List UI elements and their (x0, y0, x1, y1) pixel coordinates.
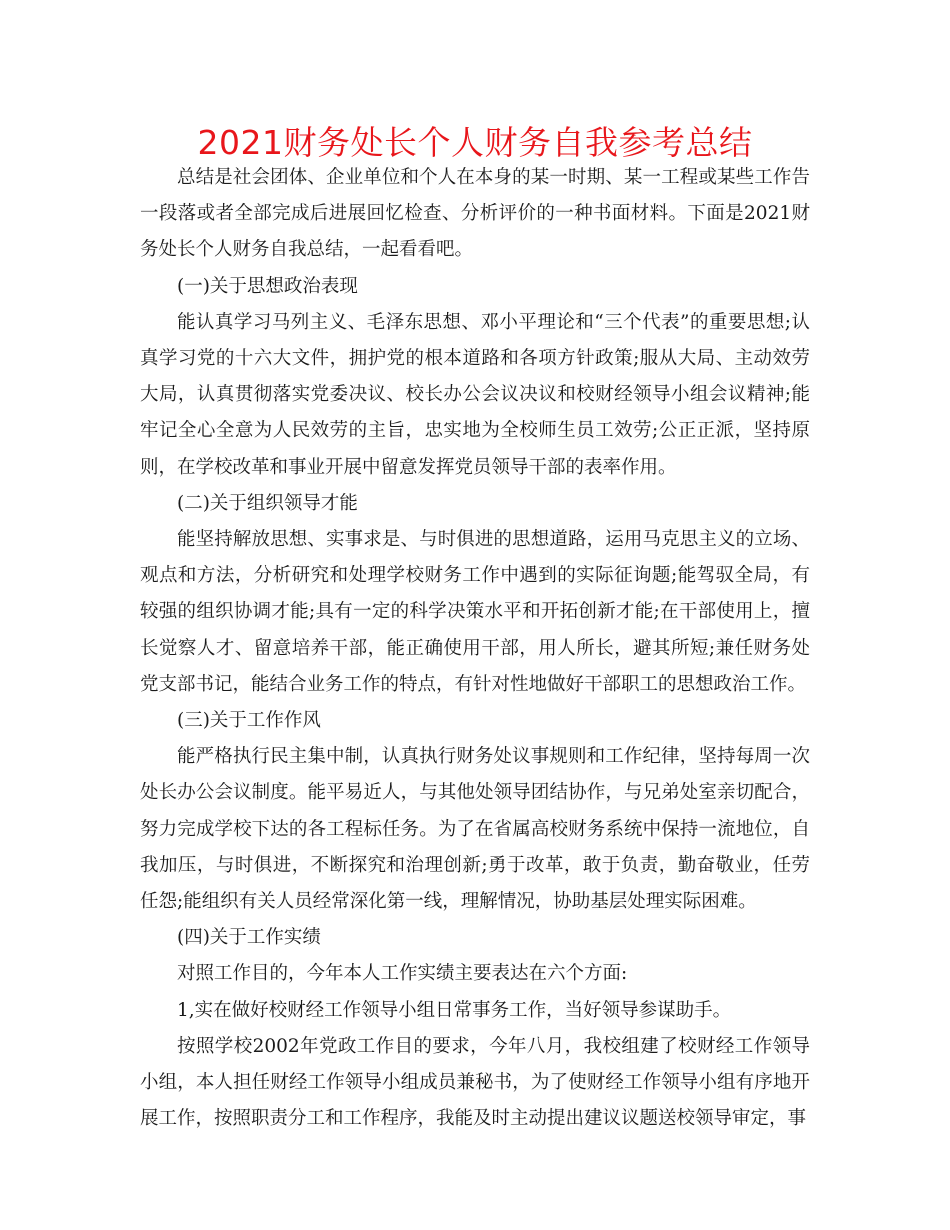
section-heading-achievements: (四)关于工作实绩 (177, 927, 321, 949)
section-heading-politics: (一)关于思想政治表现 (177, 275, 358, 297)
section-heading-work-style: (三)关于工作作风 (177, 710, 321, 732)
paragraph-item-1-detail: 按照学校2002年党政工作目的要求，今年八月，我校组建了校财经工作领导小组，本人担任财经工作领导小组成员兼秘书，为了使财经工作领导小组有序地开展工作，按照职责分工和工作程序，我能及时主动提出建议议题送校领导审定，事 (140, 1035, 810, 1130)
paragraph-politics: 能认真学习马列主义、毛泽东思想、邓小平理论和“三个代表”的重要思想;认真学习党的十六大文件，拥护党的根本道路和各项方针政策;服从大局、主动效劳大局，认真贯彻落实党委决议、校长办公会议决议和校财经领导小组会议精神;能牢记全心全意为人民效劳的主旨，忠实地为全校师生员工效劳;公正正派，坚持原则，在学校改革和事业开展中留意发挥党员领导干部的表率作用。 (140, 311, 810, 478)
paragraph-intro: 总结是社会团体、企业单位和个人在本身的某一时期、某一工程或某些工作告一段落或者全部完成后进展回忆检查、分析评价的一种书面材料。下面是2021财务处长个人财务自我总结，一起看看吧。 (140, 167, 810, 261)
paragraph-leadership: 能坚持解放思想、实事求是、与时俱进的思想道路，运用马克思主义的立场、观点和方法，分析研究和处理学校财务工作中遇到的实际征询题;能驾驭全局，有较强的组织协调才能;具有一定的科学决策水平和开拓创新才能;在干部使用上，擅长觉察人才、留意培养干部，能正确使用干部，用人所长，避其所短;兼任财务处党支部书记，能结合业务工作的特点，有针对性地做好干部职工的思想政治工作。 (140, 529, 810, 695)
document-body (140, 160, 810, 1137)
paragraph-achievements-intro: 对照工作目的，今年本人工作实绩主要表达在六个方面: (177, 963, 628, 985)
section-heading-leadership: (二)关于组织领导才能 (177, 492, 358, 514)
paragraph-work-style: 能严格执行民主集中制，认真执行财务处议事规则和工作纪律，坚持每周一次处长办公会议制度。能平易近人，与其他处领导团结协作，与兄弟处室亲切配合，努力完成学校下达的各工程标任务。为了在省属高校财务系统中保持一流地位，自我加压，与时俱进，不断探究和治理创新;勇于改革，敢于负责，勤奋敬业，任劳任怨;能组织有关人员经常深化第一线，理解情况，协助基层处理实际困难。 (140, 746, 810, 913)
list-item-1: 1,实在做好校财经工作领导小组日常事务工作，当好领导参谋助手。 (177, 999, 732, 1021)
document-title: 2021财务处长个人财务自我参考总结 (197, 123, 753, 162)
